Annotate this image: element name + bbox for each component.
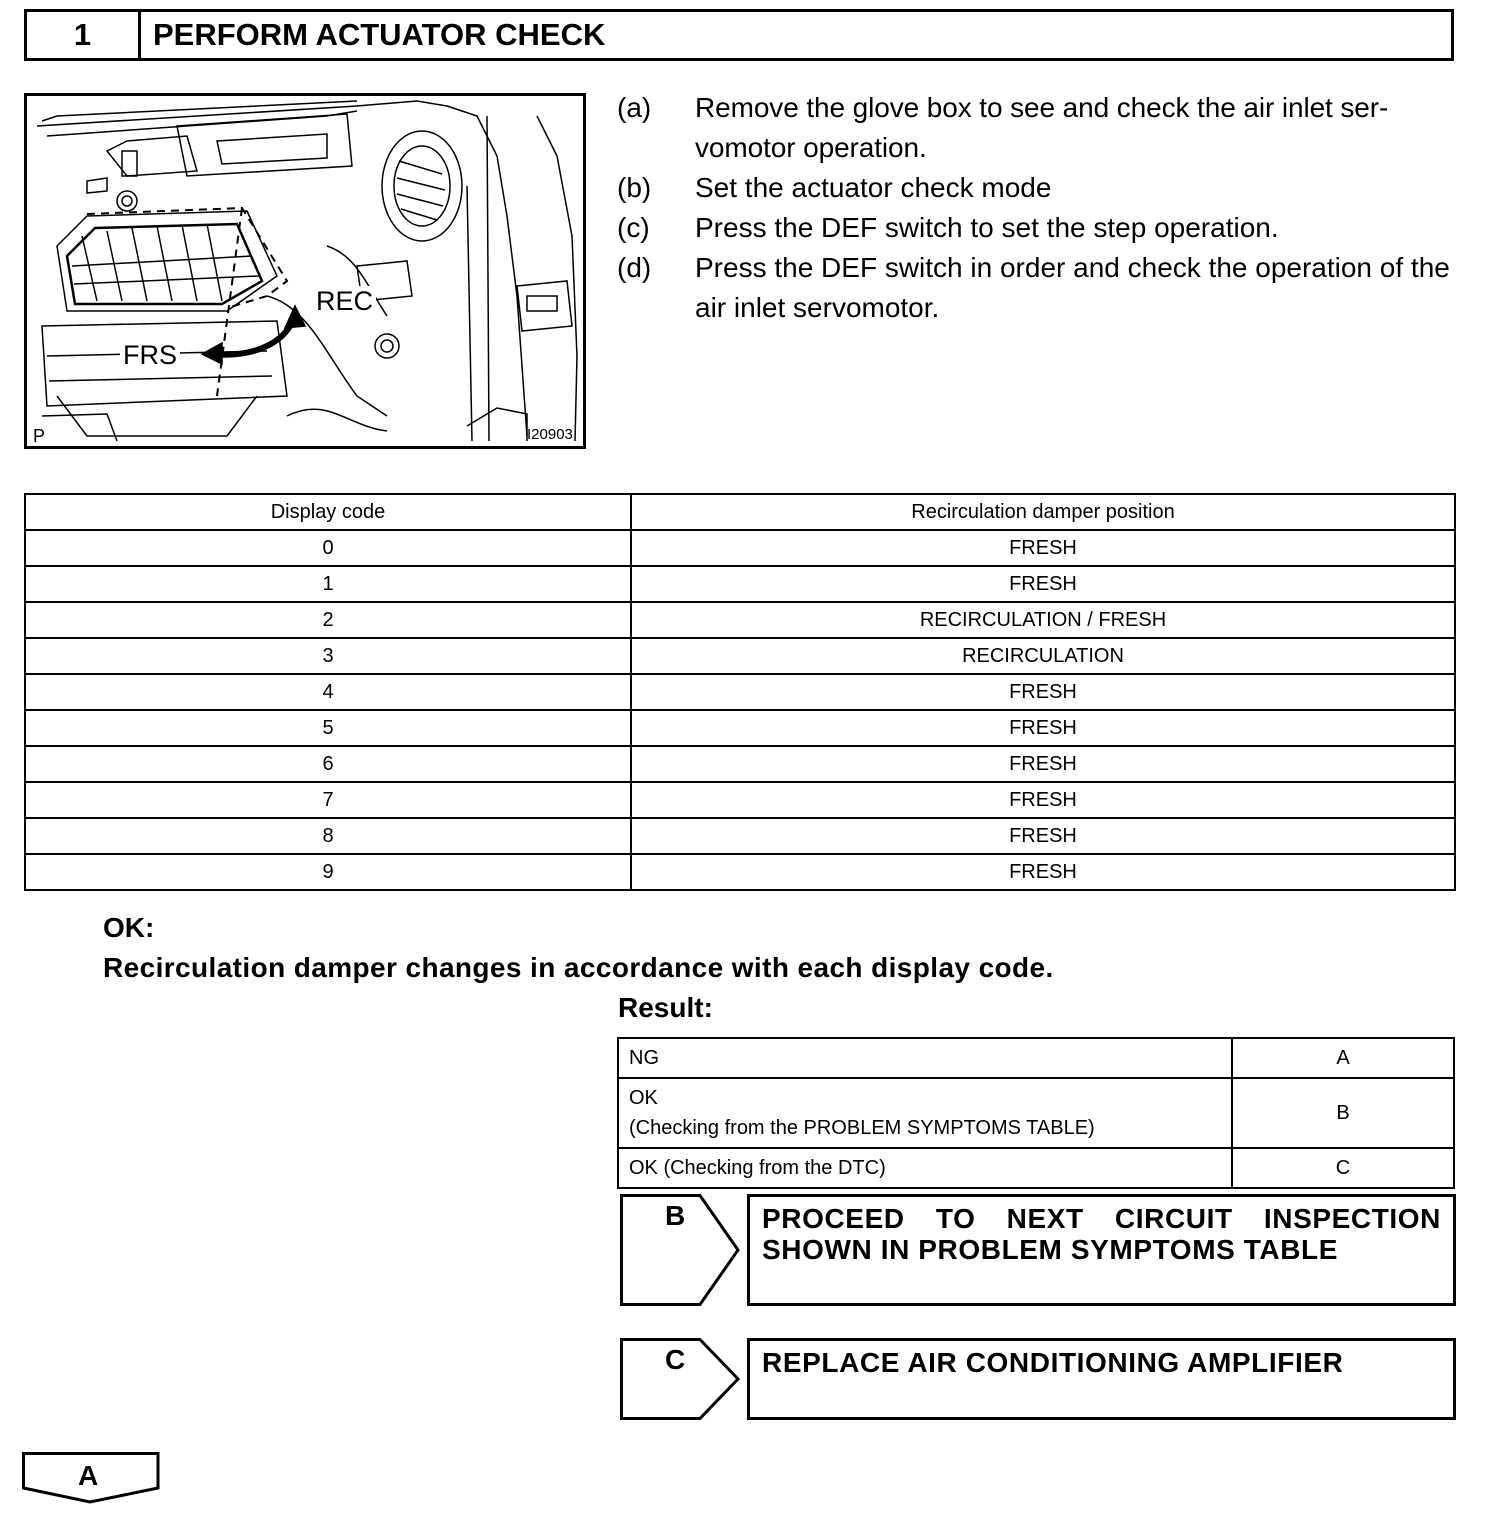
branch-c — [620, 1338, 1456, 1420]
step-header — [24, 9, 1454, 61]
table-row — [25, 710, 1455, 746]
display-code-cell: 6 — [25, 746, 631, 782]
branch-b — [620, 1194, 1456, 1306]
instruction-letter: (b) — [617, 172, 652, 203]
table-row — [25, 818, 1455, 854]
result-condition-line: (Checking from the PROBLEM SYMPTOMS TABLE) — [629, 1117, 1095, 1139]
corner-mark: P — [33, 426, 46, 446]
branch-action-box: PROCEED TO NEXT CIRCUIT INSPECTION SHOWN IN PROBLEM SYMPTOMS TABLE — [747, 1194, 1456, 1306]
display-code-cell: 4 — [25, 674, 631, 710]
frs-label: FRS — [120, 340, 180, 370]
instruction-item — [617, 208, 1467, 248]
ok-label: OK: — [103, 912, 155, 943]
instruction-letter: (d) — [617, 252, 652, 283]
table-row — [25, 854, 1455, 890]
result-condition-line: NG — [629, 1047, 659, 1069]
instruction-text: Set the actuator check mode — [695, 172, 1052, 203]
table-row — [618, 1038, 1454, 1078]
display-code-table — [24, 493, 1456, 891]
result-table — [617, 1037, 1455, 1189]
table-row — [25, 638, 1455, 674]
display-code-cell: 0 — [25, 530, 631, 566]
table-row — [25, 746, 1455, 782]
result-condition-cell — [618, 1078, 1232, 1148]
branch-code: C — [665, 1344, 686, 1375]
instruction-item — [617, 168, 1467, 208]
instruction-letter: (c) — [617, 212, 650, 243]
table-row — [618, 1148, 1454, 1188]
display-code-cell: 8 — [25, 818, 631, 854]
damper-position-cell: FRESH — [631, 818, 1455, 854]
column-header: Display code — [25, 494, 631, 530]
display-code-cell: 7 — [25, 782, 631, 818]
rec-label: REC — [313, 286, 376, 316]
display-code-cell: 1 — [25, 566, 631, 602]
result-condition-cell — [618, 1148, 1232, 1188]
instruction-letter: (a) — [617, 92, 652, 123]
damper-position-cell: RECIRCULATION — [631, 638, 1455, 674]
table-row — [618, 1078, 1454, 1148]
table-row — [25, 782, 1455, 818]
figure-reference-code: I20903 — [527, 426, 573, 443]
display-code-cell: 2 — [25, 602, 631, 638]
servomotor-illustration — [24, 93, 586, 449]
result-condition-line: OK (Checking from the DTC) — [629, 1157, 886, 1179]
branch-action-box: REPLACE AIR CONDITIONING AMPLIFIER — [747, 1338, 1456, 1420]
step-number: 1 — [27, 12, 141, 58]
damper-position-cell: FRESH — [631, 566, 1455, 602]
result-condition-cell — [618, 1038, 1232, 1078]
table-row — [25, 674, 1455, 710]
damper-position-cell: FRESH — [631, 710, 1455, 746]
display-code-cell: 5 — [25, 710, 631, 746]
ok-description: Recirculation damper changes in accordance with each display code. — [103, 952, 1054, 983]
table-row — [25, 530, 1455, 566]
dashboard-line-drawing — [27, 96, 583, 446]
damper-position-cell: FRESH — [631, 674, 1455, 710]
result-code-cell: C — [1232, 1148, 1454, 1188]
damper-position-cell: FRESH — [631, 854, 1455, 890]
result-code-cell: A — [1232, 1038, 1454, 1078]
result-condition-line: OK — [629, 1087, 658, 1109]
damper-position-cell: FRESH — [631, 782, 1455, 818]
damper-position-cell: FRESH — [631, 530, 1455, 566]
instruction-list — [617, 88, 1467, 328]
result-label: Result: — [618, 992, 713, 1023]
damper-position-cell: FRESH — [631, 746, 1455, 782]
instruction-item — [617, 248, 1467, 328]
display-code-cell: 3 — [25, 638, 631, 674]
display-code-cell: 9 — [25, 854, 631, 890]
instruction-text: Remove the glove box to see and check the air inlet ser-vomotor operation. — [695, 92, 1389, 163]
branch-code: B — [665, 1200, 686, 1231]
instruction-text: Press the DEF switch to set the step operation. — [695, 212, 1279, 243]
damper-position-cell: RECIRCULATION / FRESH — [631, 602, 1455, 638]
next-step-code: A — [78, 1460, 99, 1491]
table-row — [25, 566, 1455, 602]
step-title: PERFORM ACTUATOR CHECK — [153, 17, 606, 52]
table-header-row — [25, 494, 1455, 530]
column-header: Recirculation damper position — [631, 494, 1455, 530]
table-row — [25, 602, 1455, 638]
result-code-cell: B — [1232, 1078, 1454, 1148]
instruction-text: Press the DEF switch in order and check the operation of the air inlet servomotor. — [695, 252, 1450, 323]
instruction-item — [617, 88, 1467, 168]
